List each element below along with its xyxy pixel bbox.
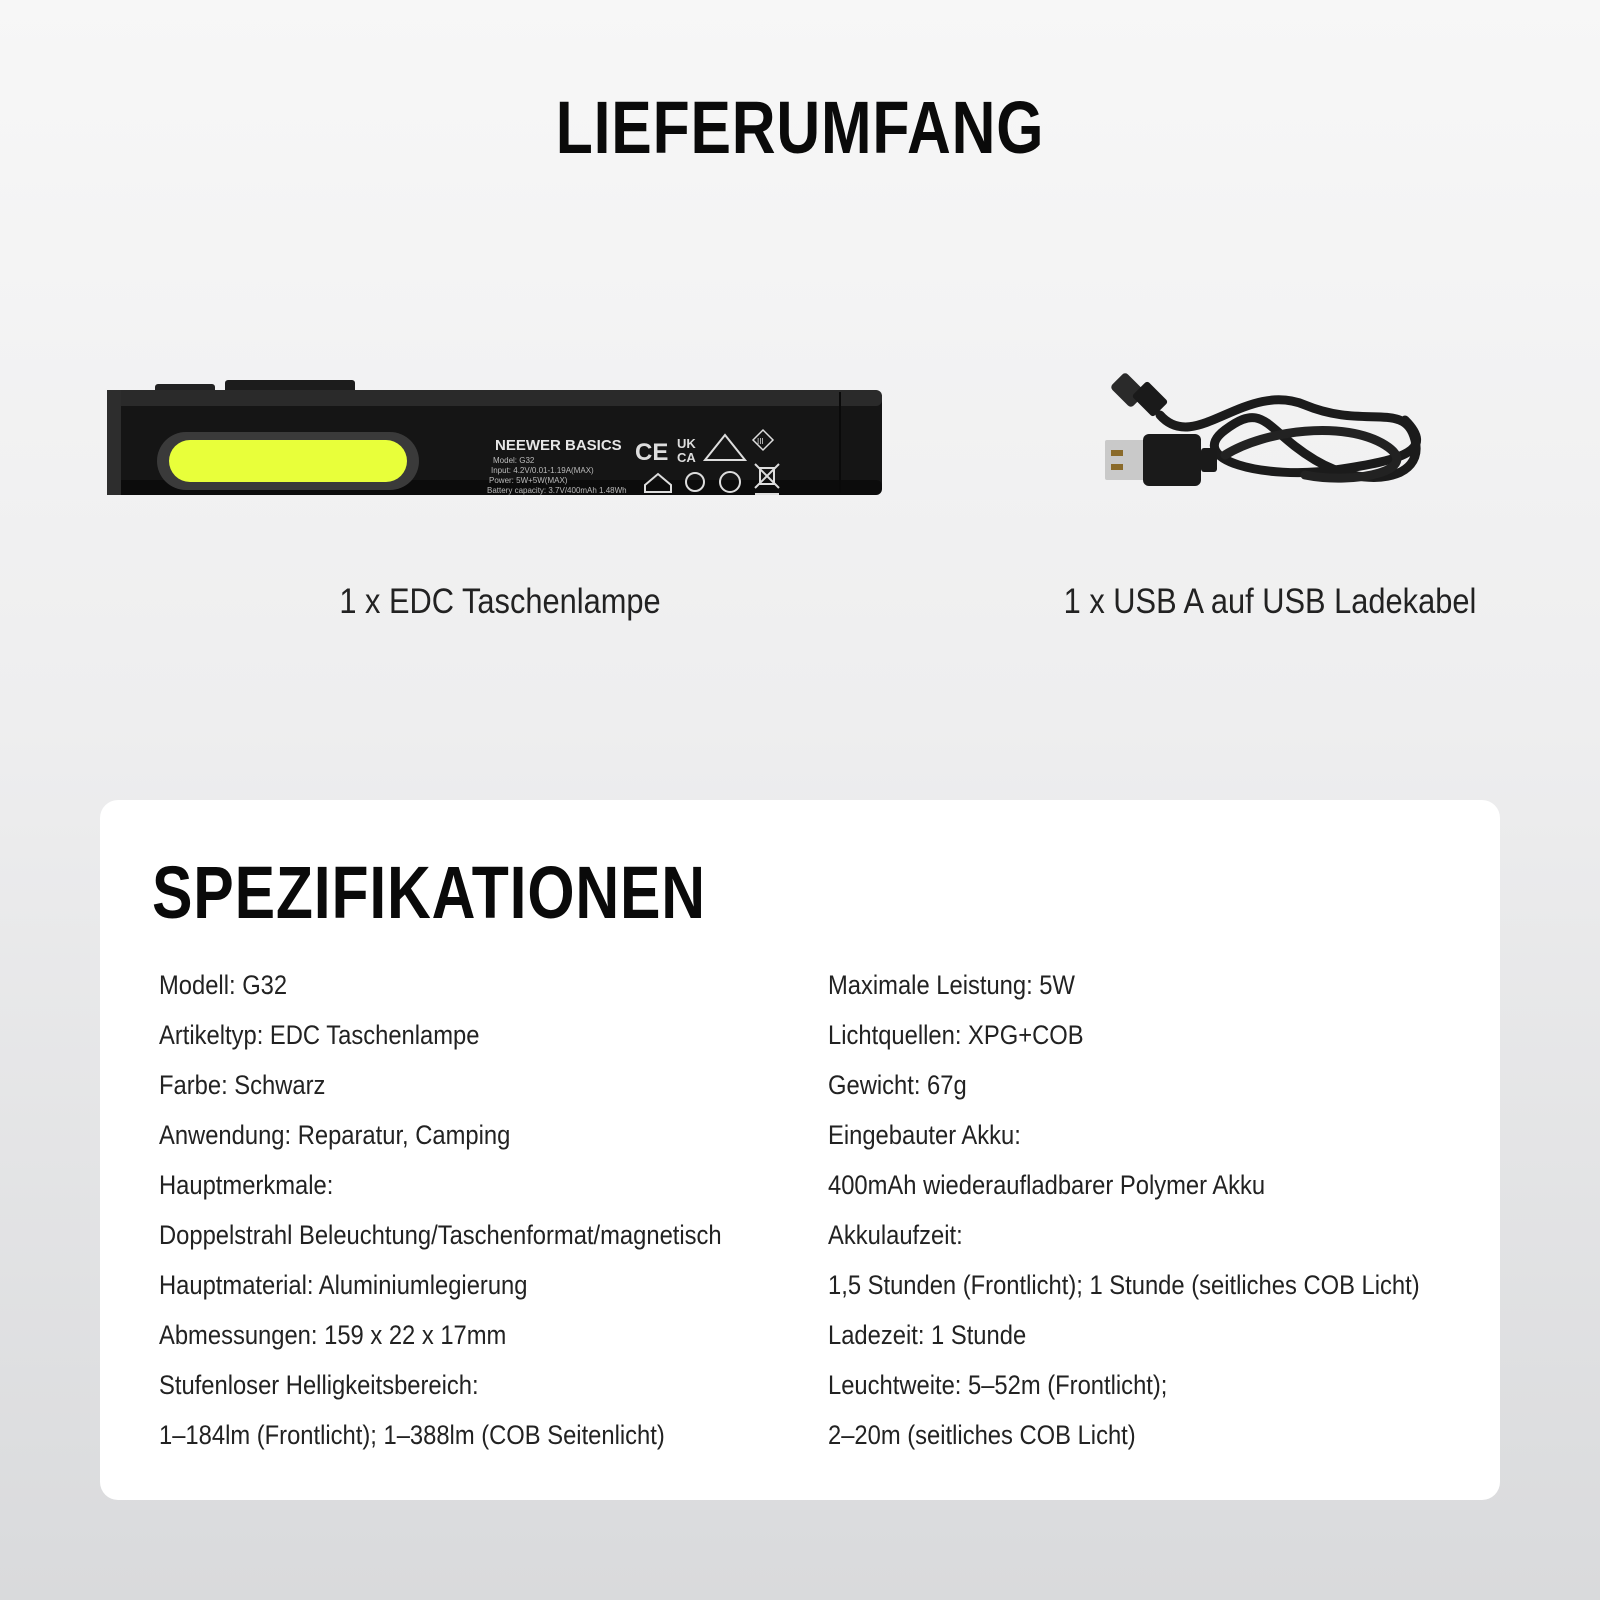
spec-line: Hauptmerkmale: <box>159 1170 334 1200</box>
device-print-line: Model: G32 <box>493 456 535 465</box>
caption-flashlight: 1 x EDC Taschenlampe <box>339 582 661 621</box>
spec-line: Farbe: Schwarz <box>159 1070 326 1100</box>
spec-line: Stufenloser Helligkeitsbereich: <box>159 1370 479 1400</box>
class-iii-label: III <box>757 437 764 446</box>
ukca-mark-top: UK <box>677 436 696 451</box>
device-print-line: Power: 5W+5W(MAX) <box>489 476 568 485</box>
caption-usb-cable: 1 x USB A auf USB Ladekabel <box>1063 582 1477 621</box>
spec-line: Gewicht: 67g <box>828 1070 967 1100</box>
spec-line: 1,5 Stunden (Frontlicht); 1 Stunde (seitliches COB Licht) <box>828 1270 1420 1300</box>
spec-line: Modell: G32 <box>159 970 288 1000</box>
spec-line: Doppelstrahl Beleuchtung/Taschenformat/magnetisch <box>159 1220 722 1250</box>
spec-line: Maximale Leistung: 5W <box>828 970 1075 1000</box>
spec-line: Ladezeit: 1 Stunde <box>828 1320 1027 1350</box>
cob-led <box>169 440 407 482</box>
spec-line: Artikeltyp: EDC Taschenlampe <box>159 1020 480 1050</box>
device-print-line: Battery capacity: 3.7V/400mAh 1.48Wh <box>487 486 627 495</box>
device-print-line: Input: 4.2V/0.01-1.19A(MAX) <box>491 466 594 475</box>
spec-line: Eingebauter Akku: <box>828 1120 1021 1150</box>
device-brand: NEEWER BASICS <box>495 437 622 454</box>
spec-line: Anwendung: Reparatur, Camping <box>159 1120 511 1150</box>
spec-card <box>100 800 1500 1500</box>
spec-line: Lichtquellen: XPG+COB <box>828 1020 1084 1050</box>
spec-title: SPEZIFIKATIONEN <box>152 851 706 934</box>
spec-line: Akkulaufzeit: <box>828 1220 963 1250</box>
spec-line: 400mAh wiederaufladbarer Polymer Akku <box>828 1170 1266 1200</box>
ce-mark: CE <box>635 439 669 466</box>
spec-line: 2–20m (seitliches COB Licht) <box>828 1420 1136 1450</box>
spec-line: Hauptmaterial: Aluminiumlegierung <box>159 1270 528 1300</box>
spec-line: Leuchtweite: 5–52m (Frontlicht); <box>828 1370 1168 1400</box>
spec-column-right <box>828 960 1500 1460</box>
spec-line: 1–184lm (Frontlicht); 1–388lm (COB Seitenlicht) <box>159 1420 665 1450</box>
spec-line: Abmessungen: 159 x 22 x 17mm <box>159 1320 507 1350</box>
flashlight-image <box>105 380 905 510</box>
usb-cable-image <box>1105 360 1445 510</box>
page-title: LIEFERUMFANG <box>555 86 1045 169</box>
ukca-mark-bottom: CA <box>677 450 696 465</box>
spec-column-left <box>159 960 798 1460</box>
